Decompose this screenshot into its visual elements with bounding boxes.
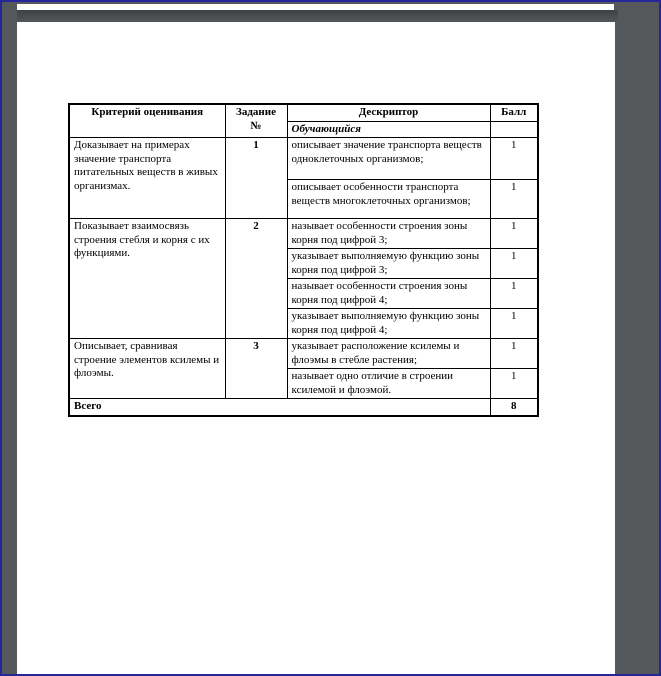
header-descriptor-sub: Обучающийся (287, 121, 490, 138)
descriptor-3-2: называет одно отличие в строении ксилемой и флоэмой. (287, 369, 490, 399)
score-3-2: 1 (490, 369, 538, 399)
header-score: Балл (490, 104, 538, 121)
header-task (225, 104, 287, 138)
header-row (69, 104, 538, 121)
total-row (69, 399, 538, 416)
descriptor-row (69, 219, 538, 249)
descriptor-2-2: указывает выполняемую функцию зоны корня под цифрой 3; (287, 249, 490, 279)
score-3-1: 1 (490, 339, 538, 369)
criterion-2: Показывает взаимосвязь строения стебля и корня с их функциями. (69, 219, 225, 339)
descriptor-row (69, 339, 538, 369)
task-number-2: 2 (225, 219, 287, 339)
descriptor-1-1: описывает значение транспорта веществ одноклеточных организмов; (287, 138, 490, 180)
score-2-2: 1 (490, 249, 538, 279)
descriptor-2-3: называет особенности строения зоны корня под цифрой 4; (287, 279, 490, 309)
descriptor-1-2: описывает особенности транспорта веществ многоклеточных организмов; (287, 180, 490, 219)
header-task-line1: Задание (236, 106, 276, 118)
score-2-1: 1 (490, 219, 538, 249)
document-page (17, 22, 615, 676)
header-task-line2: № (250, 119, 262, 132)
score-2-3: 1 (490, 279, 538, 309)
header-descriptor: Дескриптор (287, 104, 490, 121)
score-1-1: 1 (490, 138, 538, 180)
criterion-3: Описывает, сравнивая строение элементов ксилемы и флоэмы. (69, 339, 225, 399)
score-1-2: 1 (490, 180, 538, 219)
descriptor-2-4: указывает выполняемую функцию зоны корня под цифрой 4; (287, 309, 490, 339)
task-number-1: 1 (225, 138, 287, 219)
page-gap-shadow (17, 10, 618, 22)
criterion-1: Доказывает на примерах значение транспорта питательных веществ в живых организмах. (69, 138, 225, 219)
total-score: 8 (490, 399, 538, 416)
assessment-rubric-table (68, 103, 539, 417)
score-2-4: 1 (490, 309, 538, 339)
descriptor-row (69, 138, 538, 180)
descriptor-2-1: называет особенности строения зоны корня под цифрой 3; (287, 219, 490, 249)
total-label: Всего (69, 399, 490, 416)
header-score-empty-cell (490, 121, 538, 138)
task-number-3: 3 (225, 339, 287, 399)
header-criterion: Критерий оценивания (69, 104, 225, 138)
descriptor-3-1: указывает расположение ксилемы и флоэмы в стебле растения; (287, 339, 490, 369)
